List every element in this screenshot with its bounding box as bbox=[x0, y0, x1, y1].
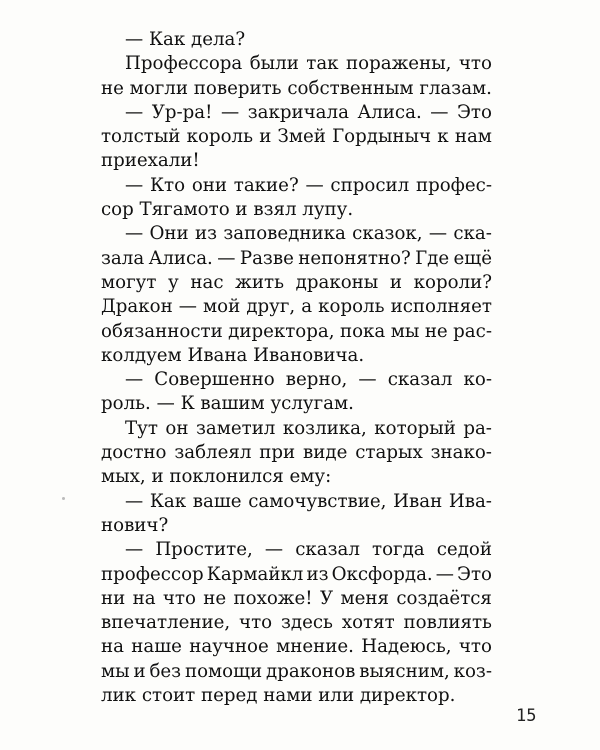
scan-speck bbox=[62, 497, 65, 500]
text-line bbox=[101, 587, 492, 611]
text-line bbox=[101, 660, 492, 684]
text-line bbox=[101, 222, 492, 246]
text-line bbox=[101, 538, 492, 562]
text-line bbox=[101, 28, 492, 52]
text-line bbox=[101, 368, 492, 392]
text-line-content: мых, и поклонился ему: bbox=[101, 466, 332, 488]
body-text bbox=[101, 28, 492, 708]
text-line-content: впечатление, что здесь хотят повлиять bbox=[101, 612, 492, 634]
text-line bbox=[101, 441, 492, 465]
text-line bbox=[101, 465, 492, 489]
text-line-content: — Кто они такие? — спросил профес- bbox=[125, 174, 492, 196]
text-line-content: — Совершенно верно, — сказал ко- bbox=[125, 369, 492, 391]
text-line bbox=[101, 271, 492, 295]
text-line bbox=[101, 77, 492, 101]
text-line-content: — Как дела? bbox=[125, 29, 246, 50]
text-line-content: сор Тягамото и взял лупу. bbox=[101, 199, 354, 221]
text-line bbox=[101, 198, 492, 222]
text-line bbox=[101, 344, 492, 368]
text-line bbox=[101, 295, 492, 319]
text-line-content: Тут он заметил козлика, который ра- bbox=[125, 417, 492, 439]
text-line bbox=[101, 101, 492, 125]
text-line bbox=[101, 52, 492, 76]
text-line bbox=[101, 490, 492, 514]
text-line-content: — Они из заповедника сказок, — ска- bbox=[125, 223, 492, 245]
text-line-content: роль. — К вашим услугам. bbox=[101, 393, 354, 415]
text-line-content: нович? bbox=[101, 514, 169, 536]
text-line-content: достно заблеял при виде старых знако- bbox=[101, 442, 492, 464]
text-line-content: на наше научное мнение. Надеюсь, что bbox=[101, 636, 492, 658]
text-line bbox=[101, 563, 492, 587]
text-line-content: могут у нас жить драконы и короли? bbox=[101, 271, 492, 293]
text-line bbox=[101, 514, 492, 538]
text-line bbox=[101, 247, 492, 271]
text-line-content: — Ур-ра! — закричала Алиса. — Это bbox=[125, 101, 492, 123]
text-line bbox=[101, 684, 492, 708]
text-line-content: не могли поверить собственным глазам. bbox=[101, 77, 492, 99]
text-line-content: зала Алиса. — Разве непонятно? Где ещё bbox=[101, 247, 492, 269]
text-line-content: лик стоит перед нами или директор. bbox=[101, 685, 456, 707]
text-line-content: колдуем Ивана Ивановича. bbox=[101, 344, 365, 366]
text-line bbox=[101, 125, 492, 149]
text-line-content: обязанности директора, пока мы не рас- bbox=[101, 320, 492, 342]
text-line-content: профессор Кармайкл из Оксфорда. — Это bbox=[101, 563, 492, 585]
text-line bbox=[101, 611, 492, 635]
text-line-content: мы и без помощи драконов выясним, коз- bbox=[101, 660, 492, 682]
text-line bbox=[101, 635, 492, 659]
text-line-content: Профессора были так поражены, что bbox=[125, 53, 492, 75]
text-line bbox=[101, 392, 492, 416]
text-line-content: ни на что не похоже! У меня создаётся bbox=[101, 587, 492, 609]
text-line bbox=[101, 174, 492, 198]
text-line-content: — Простите, — сказал тогда седой bbox=[125, 539, 492, 561]
text-line-content: толстый король и Змей Гордыныч к нам bbox=[101, 126, 492, 148]
text-line-content: Дракон — мой друг, а король исполняет bbox=[101, 296, 492, 318]
text-line bbox=[101, 417, 492, 441]
text-line bbox=[101, 320, 492, 344]
text-line bbox=[101, 149, 492, 173]
text-line-content: приехали! bbox=[101, 150, 200, 172]
text-line-content: — Как ваше самочувствие, Иван Ива- bbox=[125, 490, 492, 512]
page-number: 15 bbox=[516, 706, 537, 726]
